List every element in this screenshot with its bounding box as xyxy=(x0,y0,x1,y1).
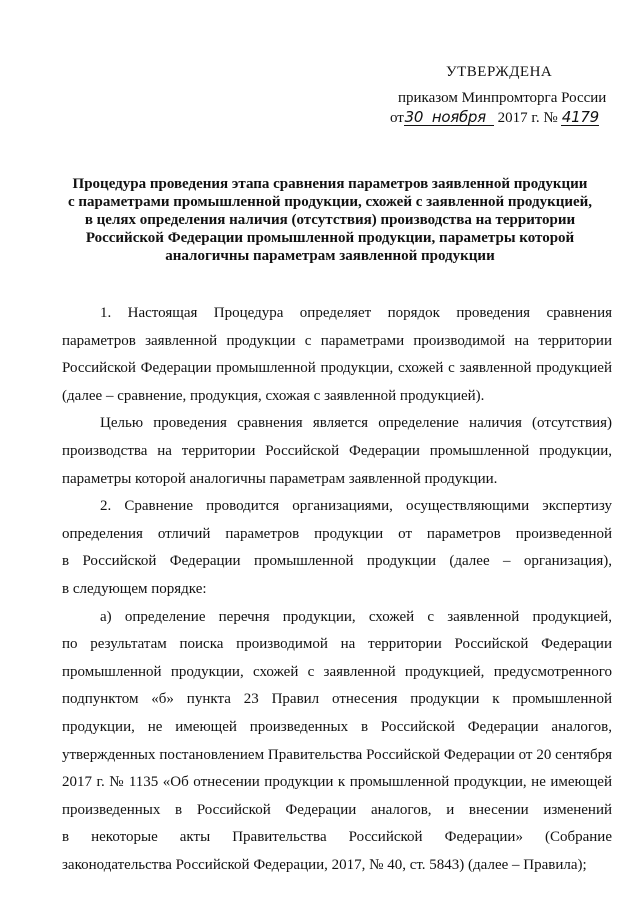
title-line: с параметрами промышленной продукции, схожей с заявленной продукцией, xyxy=(67,194,593,210)
text-line: произведенных в Российской Федерации аналогов, и внесении изменений xyxy=(62,801,612,818)
title-line: Процедура проведения этапа сравнения параметров заявленной продукции xyxy=(72,176,588,192)
handwritten-day: 30 xyxy=(404,108,424,126)
text-line: 2. Сравнение проводится организациями, осуществляющими экспертизу xyxy=(100,498,612,515)
text-line: в Российской Федерации промышленной продукции (далее – организация), xyxy=(62,553,612,570)
text-line: Российской Федерации промышленной продукции, схожей с заявленной продукцией xyxy=(62,360,612,377)
paragraph-1 xyxy=(62,300,612,410)
handwritten-month: ноября xyxy=(424,109,494,126)
approved-heading: УТВЕРЖДЕНА xyxy=(446,64,553,80)
text-line: определения отличий параметров продукции от параметров произведенной xyxy=(62,525,612,542)
text-line: в следующем порядке: xyxy=(62,580,207,597)
text-line: (далее – сравнение, продукция, схожая с заявленной продукцией). xyxy=(62,387,485,404)
paragraph-2 xyxy=(62,410,612,493)
text-line: параметры которой аналогичны параметрам заявленной продукции. xyxy=(62,470,498,487)
order-date-line xyxy=(390,108,599,128)
text-line: 1. Настоящая Процедура определяет порядок проведения сравнения xyxy=(100,305,612,321)
paragraph-3 xyxy=(62,493,612,603)
date-year: 2017 г. № xyxy=(497,110,558,126)
text-line: 2017 г. № 1135 «Об отнесении продукции к промышленной продукции, не имеющей xyxy=(62,774,612,791)
approving-order-line: приказом Минпромторга России xyxy=(398,90,607,106)
text-line: утвержденных постановлением Правительства Российской Федерации от 20 сентября xyxy=(62,746,612,763)
title-line: в целях определения наличия (отсутствия) производства на территории xyxy=(84,212,576,228)
document-title xyxy=(62,175,598,265)
document-body xyxy=(62,300,612,879)
date-prefix: от xyxy=(390,110,404,126)
text-line: Целью проведения сравнения является определение наличия (отсутствия) xyxy=(100,415,612,432)
text-line: промышленной продукции, схожей с заявленной продукцией, предусмотренного xyxy=(62,663,612,680)
text-line: законодательства Российской Федерации, 2017, № 40, ст. 5843) (далее – Правила); xyxy=(62,856,587,873)
text-line: продукции, не имеющей произведенных в Российской Федерации аналогов, xyxy=(62,718,612,735)
title-line: Российской Федерации промышленной продукции, параметры которой xyxy=(85,230,575,246)
handwritten-order-number: 4179 xyxy=(561,108,599,126)
paragraph-4 xyxy=(62,604,612,880)
text-line: производства на территории Российской Федерации промышленной продукции, xyxy=(62,442,612,459)
title-line: аналогичны параметрам заявленной продукции xyxy=(165,248,495,264)
text-line: параметров заявленной продукции с параметрами производимой на территории xyxy=(62,332,612,349)
text-line: в некоторые акты Правительства Российской Федерации» (Собрание xyxy=(62,829,612,846)
text-line: по результатам поиска производимой на территории Российской Федерации xyxy=(62,636,612,653)
text-line: подпунктом «б» пункта 23 Правил отнесения продукции к промышленной xyxy=(62,691,612,708)
text-line: а) определение перечня продукции, схожей с заявленной продукцией, xyxy=(100,608,612,625)
